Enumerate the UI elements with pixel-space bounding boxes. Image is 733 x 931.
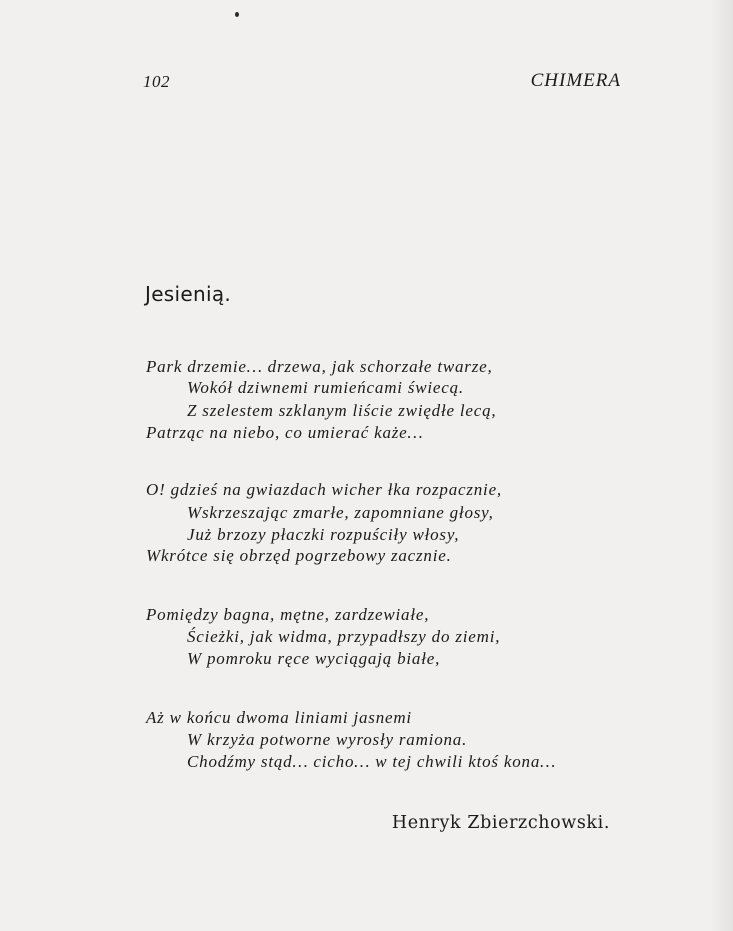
running-title: CHIMERA <box>530 70 621 91</box>
verse-line: W pomroku ręce wyciągają białe, <box>187 649 441 668</box>
verse-line: Wokół dziwnemi rumieńcami świecą. <box>187 378 464 397</box>
verse-line: Aż w końcu dwoma liniami jasnemi <box>146 708 412 727</box>
verse-line: Park drzemie… drzewa, jak schorzałe twarze, <box>146 357 493 376</box>
scan-shadow <box>711 0 733 931</box>
verse-line: Z szelestem szklanym liście zwiędłe lecą, <box>187 401 497 420</box>
page-number: 102 <box>143 72 170 91</box>
verse-line: Ścieżki, jak widma, przypadłszy do ziemi, <box>187 627 501 646</box>
author-signature: Henryk Zbierzchowski. <box>391 813 610 833</box>
ink-speck <box>235 12 239 17</box>
verse-line: O! gdzieś na gwiazdach wicher łka rozpacznie, <box>146 480 502 499</box>
verse-line: Chodźmy stąd… cicho… w tej chwili ktoś kona… <box>187 752 557 771</box>
verse-line: W krzyża potworne wyrosły ramiona. <box>187 730 468 749</box>
verse-line: Wskrzeszając zmarłe, zapomniane głosy, <box>187 503 494 522</box>
verse-line: Pomiędzy bagna, mętne, zardzewiałe, <box>146 605 430 624</box>
poem-title: Jesienią. <box>145 282 232 306</box>
verse-line: Patrząc na niebo, co umierać każe… <box>146 423 424 442</box>
verse-line: Już brzozy płaczki rozpuściły włosy, <box>187 525 460 544</box>
verse-line: Wkrótce się obrzęd pogrzebowy zacznie. <box>146 546 452 565</box>
